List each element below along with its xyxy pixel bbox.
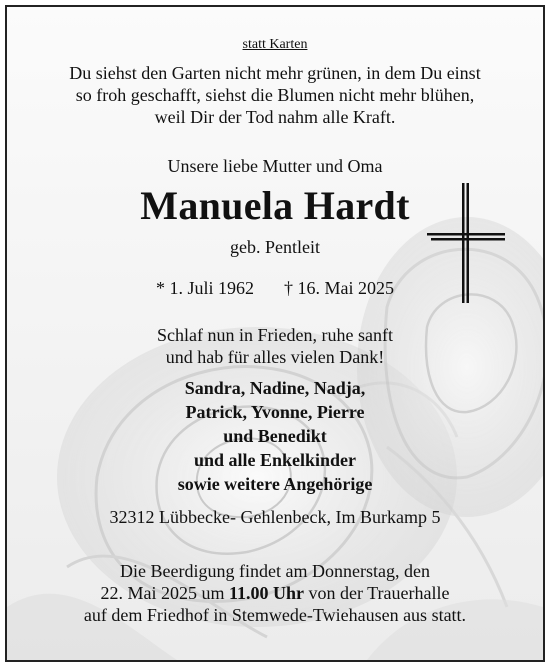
- mourner-line: Patrick, Yvonne, Pierre: [185, 402, 365, 422]
- deceased-name: Manuela Hardt: [140, 183, 410, 228]
- funeral-line: [7, 582, 543, 604]
- mourner-line: und alle Enkelkinder: [193, 450, 357, 470]
- life-dates: [7, 277, 543, 299]
- mourner-line: Sandra, Nadine, Nadja,: [184, 378, 366, 398]
- address: 32312 Lübbecke- Gehlenbeck, Im Burkamp 5: [109, 507, 441, 527]
- birth-date: * 1. Juli 1962: [155, 278, 254, 298]
- funeral-date-text: 22. Mai 2025 um: [100, 583, 229, 603]
- death-date: † 16. Mai 2025: [284, 278, 394, 298]
- funeral-location-text: von der Trauerhalle: [304, 583, 450, 603]
- poem-line: so froh geschafft, siehst die Blumen nicht mehr blühen,: [75, 85, 475, 105]
- maiden-name: geb. Pentleit: [230, 237, 320, 257]
- intro-text: Unsere liebe Mutter und Oma: [167, 156, 383, 176]
- obituary-content: [7, 7, 543, 660]
- funeral-time: 11.00 Uhr: [229, 583, 305, 603]
- obituary-frame: [5, 5, 545, 662]
- farewell-line: und hab für alles vielen Dank!: [165, 347, 385, 367]
- mourner-line: und Benedikt: [223, 426, 327, 446]
- headline: statt Karten: [242, 37, 308, 52]
- funeral-line: auf dem Friedhof in Stemwede-Twiehausen aus statt.: [83, 605, 467, 625]
- poem-line: Du siehst den Garten nicht mehr grünen, in dem Du einst: [69, 63, 481, 83]
- farewell-line: Schlaf nun in Frieden, ruhe sanft: [157, 325, 393, 345]
- poem-line: weil Dir der Tod nahm alle Kraft.: [154, 107, 396, 127]
- mourner-line: sowie weitere Angehörige: [177, 474, 373, 494]
- funeral-line: Die Beerdigung findet am Donnerstag, den: [120, 561, 430, 581]
